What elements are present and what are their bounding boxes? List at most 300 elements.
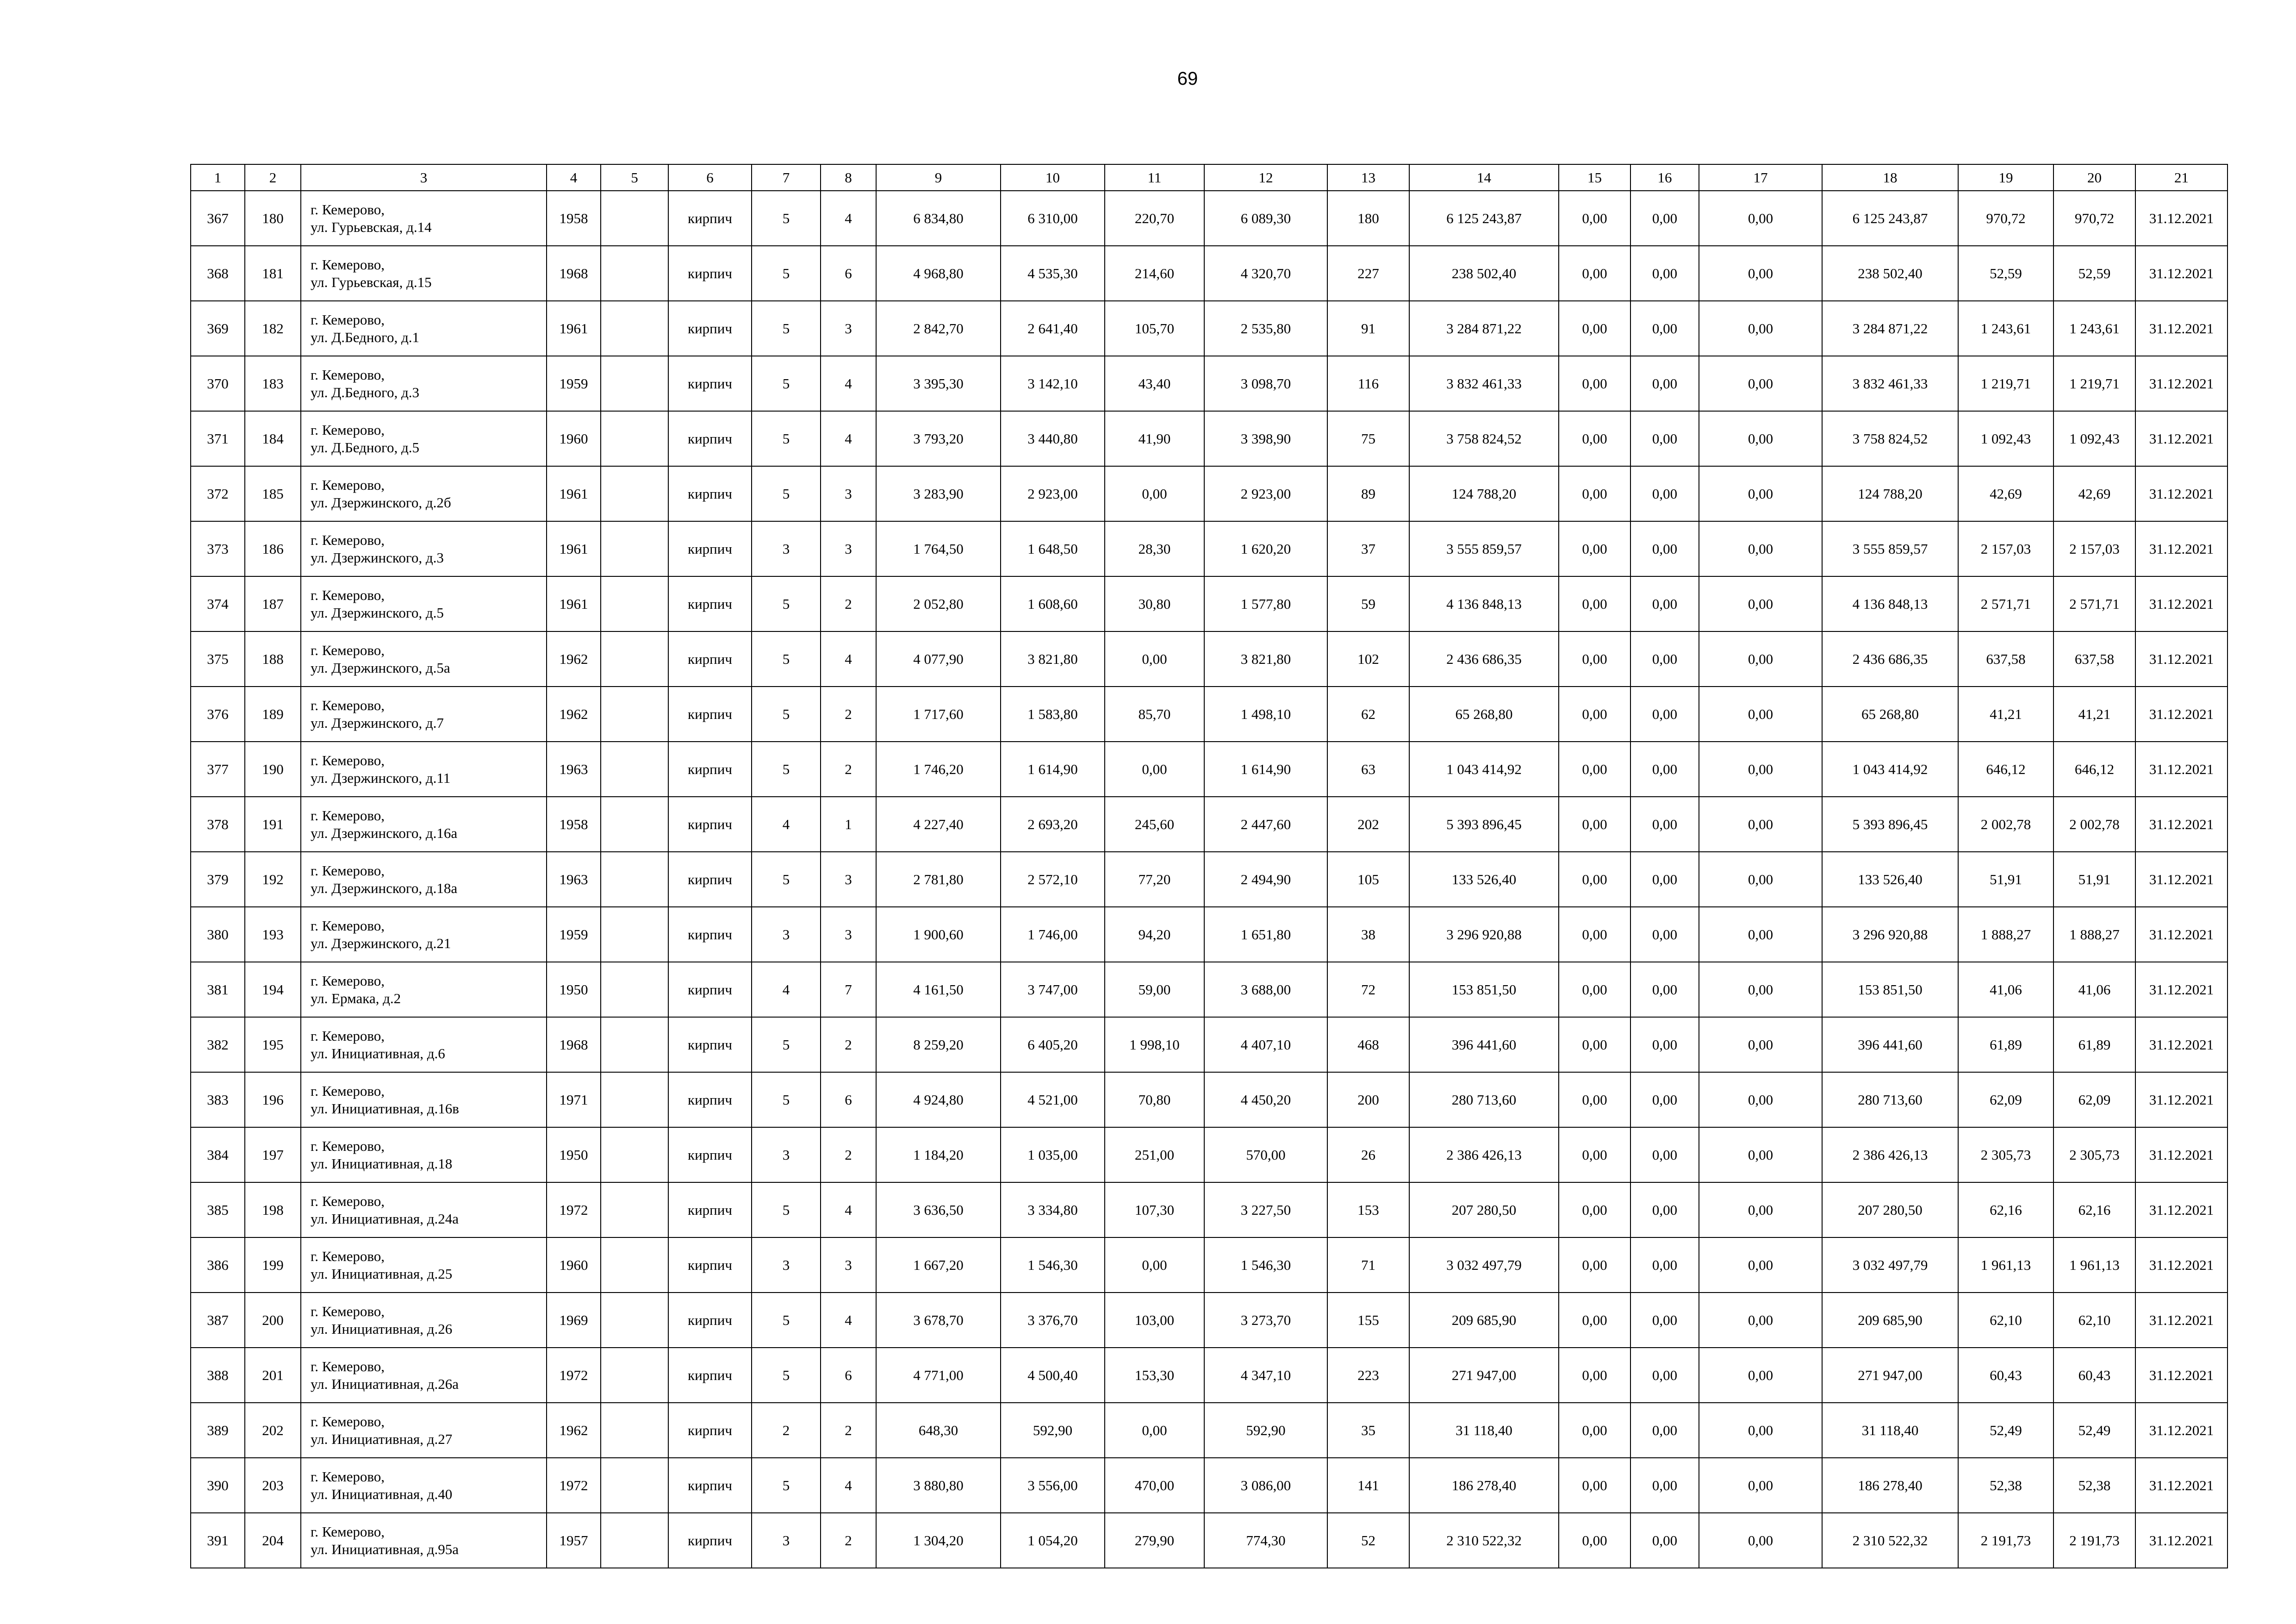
cell-col-19: 2 191,73 [1958,1513,2053,1568]
cell-col-6: кирпич [668,687,752,742]
cell-col-13: 72 [1327,962,1409,1017]
cell-col-19: 52,59 [1958,246,2053,301]
cell-col-18: 4 136 848,13 [1822,576,1958,631]
cell-col-16: 0,00 [1630,1072,1699,1127]
cell-col-11: 0,00 [1105,1237,1204,1293]
cell-col-9: 4 968,80 [876,246,1001,301]
cell-col-15: 0,00 [1559,521,1630,576]
column-header-1: 1 [191,164,245,191]
cell-col-18: 271 947,00 [1822,1348,1958,1403]
cell-col-20: 62,09 [2053,1072,2135,1127]
cell-col-4: 1963 [547,852,601,907]
cell-col-12: 2 535,80 [1204,301,1327,356]
address-street: ул. Д.Бедного, д.5 [311,439,419,456]
cell-col-10: 2 641,40 [1001,301,1105,356]
cell-col-8: 6 [821,1072,876,1127]
column-header-14: 14 [1409,164,1559,191]
cell-col-20: 646,12 [2053,742,2135,797]
cell-col-5 [601,576,668,631]
address-street: ул. Инициативная, д.95а [311,1541,459,1557]
cell-col-18: 31 118,40 [1822,1403,1958,1458]
column-header-8: 8 [821,164,876,191]
cell-col-14: 1 043 414,92 [1409,742,1559,797]
cell-col-15: 0,00 [1559,742,1630,797]
cell-col-16: 0,00 [1630,1348,1699,1403]
cell-col-20: 41,21 [2053,687,2135,742]
column-header-4: 4 [547,164,601,191]
cell-col-10: 4 535,30 [1001,246,1105,301]
cell-col-13: 59 [1327,576,1409,631]
cell-col-21: 31.12.2021 [2135,631,2228,687]
cell-col-1: 377 [191,742,245,797]
cell-col-18: 2 386 426,13 [1822,1127,1958,1182]
address-street: ул. Гурьевская, д.14 [311,219,432,235]
cell-col-6: кирпич [668,1458,752,1513]
address-city: г. Кемерово, [311,1082,385,1099]
cell-col-21: 31.12.2021 [2135,1403,2228,1458]
cell-col-21: 31.12.2021 [2135,687,2228,742]
cell-col-17: 0,00 [1699,631,1822,687]
cell-col-10: 3 142,10 [1001,356,1105,411]
cell-col-8: 2 [821,1017,876,1072]
cell-col-12: 1 620,20 [1204,521,1327,576]
cell-col-21: 31.12.2021 [2135,466,2228,521]
cell-col-7: 3 [752,1237,821,1293]
cell-col-7: 5 [752,576,821,631]
cell-col-7: 4 [752,962,821,1017]
cell-col-15: 0,00 [1559,852,1630,907]
cell-col-12: 2 923,00 [1204,466,1327,521]
cell-col-13: 180 [1327,191,1409,246]
cell-col-18: 3 758 824,52 [1822,411,1958,466]
table-row [191,1237,2228,1293]
cell-col-12: 3 098,70 [1204,356,1327,411]
cell-col-8: 3 [821,301,876,356]
cell-col-8: 3 [821,1237,876,1293]
cell-col-15: 0,00 [1559,246,1630,301]
cell-col-20: 1 888,27 [2053,907,2135,962]
cell-col-11: 85,70 [1105,687,1204,742]
column-header-21: 21 [2135,164,2228,191]
cell-col-6: кирпич [668,742,752,797]
address-city: г. Кемерово, [311,697,385,713]
cell-col-21: 31.12.2021 [2135,301,2228,356]
cell-col-17: 0,00 [1699,1458,1822,1513]
cell-col-13: 52 [1327,1513,1409,1568]
cell-col-16: 0,00 [1630,852,1699,907]
address-street: ул. Инициативная, д.6 [311,1045,445,1062]
cell-col-17: 0,00 [1699,1348,1822,1403]
cell-col-21: 31.12.2021 [2135,852,2228,907]
cell-col-10: 1 614,90 [1001,742,1105,797]
cell-col-7: 5 [752,1017,821,1072]
cell-col-16: 0,00 [1630,1237,1699,1293]
cell-col-9: 4 227,40 [876,797,1001,852]
cell-col-18: 2 436 686,35 [1822,631,1958,687]
cell-col-11: 0,00 [1105,631,1204,687]
cell-col-17: 0,00 [1699,742,1822,797]
cell-col-18: 3 032 497,79 [1822,1237,1958,1293]
cell-col-12: 3 821,80 [1204,631,1327,687]
cell-col-2: 185 [245,466,301,521]
cell-col-7: 4 [752,797,821,852]
cell-col-15: 0,00 [1559,466,1630,521]
cell-col-4: 1962 [547,631,601,687]
cell-col-16: 0,00 [1630,191,1699,246]
cell-col-21: 31.12.2021 [2135,1017,2228,1072]
address-cell [301,1348,547,1403]
cell-col-6: кирпич [668,1017,752,1072]
column-header-18: 18 [1822,164,1958,191]
address-street: ул. Дзержинского, д.3 [311,549,444,566]
address-city: г. Кемерово, [311,256,385,273]
address-street: ул. Инициативная, д.25 [311,1265,453,1282]
cell-col-12: 6 089,30 [1204,191,1327,246]
cell-col-5 [601,1017,668,1072]
cell-col-15: 0,00 [1559,411,1630,466]
cell-col-6: кирпич [668,797,752,852]
cell-col-5 [601,246,668,301]
cell-col-5 [601,631,668,687]
cell-col-10: 1 546,30 [1001,1237,1105,1293]
address-cell [301,1293,547,1348]
cell-col-7: 5 [752,852,821,907]
cell-col-8: 3 [821,466,876,521]
address-city: г. Кемерово, [311,1413,385,1430]
cell-col-11: 94,20 [1105,907,1204,962]
address-cell [301,466,547,521]
cell-col-13: 102 [1327,631,1409,687]
cell-col-10: 6 310,00 [1001,191,1105,246]
cell-col-11: 470,00 [1105,1458,1204,1513]
address-street: ул. Инициативная, д.26 [311,1320,453,1337]
table-row [191,191,2228,246]
address-city: г. Кемерово, [311,862,385,879]
address-cell [301,411,547,466]
cell-col-6: кирпич [668,1513,752,1568]
cell-col-16: 0,00 [1630,1127,1699,1182]
cell-col-8: 6 [821,1348,876,1403]
cell-col-1: 385 [191,1182,245,1237]
cell-col-9: 8 259,20 [876,1017,1001,1072]
cell-col-5 [601,687,668,742]
cell-col-8: 3 [821,852,876,907]
address-cell [301,1513,547,1568]
cell-col-18: 6 125 243,87 [1822,191,1958,246]
cell-col-13: 227 [1327,246,1409,301]
cell-col-9: 3 283,90 [876,466,1001,521]
cell-col-7: 3 [752,521,821,576]
cell-col-11: 41,90 [1105,411,1204,466]
cell-col-5 [601,797,668,852]
cell-col-6: кирпич [668,191,752,246]
cell-col-13: 26 [1327,1127,1409,1182]
cell-col-16: 0,00 [1630,1513,1699,1568]
cell-col-10: 6 405,20 [1001,1017,1105,1072]
address-street: ул. Инициативная, д.26а [311,1375,459,1392]
cell-col-12: 1 651,80 [1204,907,1327,962]
cell-col-16: 0,00 [1630,411,1699,466]
cell-col-6: кирпич [668,1072,752,1127]
cell-col-17: 0,00 [1699,1293,1822,1348]
cell-col-7: 5 [752,466,821,521]
cell-col-20: 1 961,13 [2053,1237,2135,1293]
cell-col-6: кирпич [668,1182,752,1237]
cell-col-11: 251,00 [1105,1127,1204,1182]
cell-col-1: 382 [191,1017,245,1072]
cell-col-12: 1 546,30 [1204,1237,1327,1293]
cell-col-11: 0,00 [1105,466,1204,521]
cell-col-9: 4 077,90 [876,631,1001,687]
address-street: ул. Дзержинского, д.18а [311,880,458,896]
cell-col-1: 371 [191,411,245,466]
cell-col-1: 379 [191,852,245,907]
table-body [191,191,2228,1568]
cell-col-2: 183 [245,356,301,411]
cell-col-14: 5 393 896,45 [1409,797,1559,852]
address-cell [301,356,547,411]
cell-col-9: 1 764,50 [876,521,1001,576]
cell-col-17: 0,00 [1699,1127,1822,1182]
cell-col-16: 0,00 [1630,246,1699,301]
cell-col-16: 0,00 [1630,301,1699,356]
cell-col-17: 0,00 [1699,907,1822,962]
address-city: г. Кемерово, [311,807,385,824]
cell-col-13: 71 [1327,1237,1409,1293]
cell-col-14: 3 284 871,22 [1409,301,1559,356]
address-cell [301,852,547,907]
cell-col-17: 0,00 [1699,1182,1822,1237]
cell-col-15: 0,00 [1559,356,1630,411]
address-city: г. Кемерово, [311,917,385,934]
cell-col-17: 0,00 [1699,852,1822,907]
cell-col-4: 1960 [547,1237,601,1293]
cell-col-10: 4 521,00 [1001,1072,1105,1127]
cell-col-6: кирпич [668,246,752,301]
cell-col-16: 0,00 [1630,962,1699,1017]
address-street: ул. Дзержинского, д.21 [311,935,451,951]
table-row [191,742,2228,797]
cell-col-11: 153,30 [1105,1348,1204,1403]
address-cell [301,576,547,631]
cell-col-13: 37 [1327,521,1409,576]
cell-col-7: 5 [752,687,821,742]
cell-col-5 [601,1127,668,1182]
cell-col-20: 2 002,78 [2053,797,2135,852]
address-street: ул. Дзержинского, д.16а [311,824,458,841]
cell-col-14: 3 032 497,79 [1409,1237,1559,1293]
cell-col-16: 0,00 [1630,466,1699,521]
address-city: г. Кемерово, [311,1358,385,1374]
cell-col-8: 2 [821,1513,876,1568]
cell-col-9: 1 900,60 [876,907,1001,962]
cell-col-1: 387 [191,1293,245,1348]
cell-col-13: 89 [1327,466,1409,521]
cell-col-11: 1 998,10 [1105,1017,1204,1072]
cell-col-12: 3 227,50 [1204,1182,1327,1237]
address-street: ул. Дзержинского, д.2б [311,494,451,511]
table-row [191,907,2228,962]
address-cell [301,631,547,687]
cell-col-1: 370 [191,356,245,411]
cell-col-11: 0,00 [1105,1403,1204,1458]
cell-col-4: 1962 [547,1403,601,1458]
cell-col-17: 0,00 [1699,191,1822,246]
cell-col-8: 3 [821,907,876,962]
address-street: ул. Дзержинского, д.5а [311,659,450,676]
cell-col-14: 209 685,90 [1409,1293,1559,1348]
table-row [191,411,2228,466]
cell-col-19: 2 002,78 [1958,797,2053,852]
cell-col-17: 0,00 [1699,576,1822,631]
cell-col-2: 202 [245,1403,301,1458]
cell-col-5 [601,1182,668,1237]
cell-col-11: 30,80 [1105,576,1204,631]
cell-col-13: 91 [1327,301,1409,356]
cell-col-5 [601,356,668,411]
cell-col-18: 209 685,90 [1822,1293,1958,1348]
cell-col-2: 195 [245,1017,301,1072]
cell-col-11: 70,80 [1105,1072,1204,1127]
address-cell [301,246,547,301]
cell-col-15: 0,00 [1559,1237,1630,1293]
cell-col-10: 1 583,80 [1001,687,1105,742]
cell-col-12: 3 398,90 [1204,411,1327,466]
cell-col-21: 31.12.2021 [2135,191,2228,246]
cell-col-16: 0,00 [1630,1403,1699,1458]
cell-col-4: 1958 [547,191,601,246]
cell-col-12: 3 086,00 [1204,1458,1327,1513]
housing-registry-table [190,164,2228,1568]
table-row [191,852,2228,907]
cell-col-21: 31.12.2021 [2135,411,2228,466]
column-header-11: 11 [1105,164,1204,191]
cell-col-11: 279,90 [1105,1513,1204,1568]
cell-col-12: 2 494,90 [1204,852,1327,907]
cell-col-12: 570,00 [1204,1127,1327,1182]
cell-col-19: 2 157,03 [1958,521,2053,576]
cell-col-13: 116 [1327,356,1409,411]
cell-col-1: 376 [191,687,245,742]
cell-col-15: 0,00 [1559,1017,1630,1072]
cell-col-19: 1 888,27 [1958,907,2053,962]
cell-col-14: 153 851,50 [1409,962,1559,1017]
cell-col-16: 0,00 [1630,907,1699,962]
address-cell [301,962,547,1017]
cell-col-1: 375 [191,631,245,687]
address-street: ул. Инициативная, д.24а [311,1210,459,1227]
cell-col-17: 0,00 [1699,687,1822,742]
cell-col-6: кирпич [668,907,752,962]
cell-col-19: 62,16 [1958,1182,2053,1237]
cell-col-16: 0,00 [1630,742,1699,797]
cell-col-9: 3 678,70 [876,1293,1001,1348]
cell-col-4: 1969 [547,1293,601,1348]
column-header-3: 3 [301,164,547,191]
address-cell [301,742,547,797]
cell-col-10: 1 054,20 [1001,1513,1105,1568]
cell-col-15: 0,00 [1559,1293,1630,1348]
cell-col-20: 1 243,61 [2053,301,2135,356]
cell-col-15: 0,00 [1559,1072,1630,1127]
cell-col-11: 43,40 [1105,356,1204,411]
table-row [191,1072,2228,1127]
cell-col-6: кирпич [668,1348,752,1403]
cell-col-17: 0,00 [1699,356,1822,411]
cell-col-11: 0,00 [1105,742,1204,797]
cell-col-12: 1 614,90 [1204,742,1327,797]
column-header-10: 10 [1001,164,1105,191]
address-cell [301,797,547,852]
cell-col-18: 3 284 871,22 [1822,301,1958,356]
column-header-6: 6 [668,164,752,191]
address-street: ул. Ермака, д.2 [311,990,401,1006]
cell-col-7: 5 [752,301,821,356]
cell-col-6: кирпич [668,631,752,687]
cell-col-6: кирпич [668,1127,752,1182]
cell-col-5 [601,191,668,246]
cell-col-4: 1962 [547,687,601,742]
cell-col-2: 199 [245,1237,301,1293]
cell-col-14: 3 832 461,33 [1409,356,1559,411]
cell-col-6: кирпич [668,466,752,521]
cell-col-18: 2 310 522,32 [1822,1513,1958,1568]
cell-col-16: 0,00 [1630,521,1699,576]
cell-col-12: 774,30 [1204,1513,1327,1568]
cell-col-7: 5 [752,1182,821,1237]
cell-col-21: 31.12.2021 [2135,907,2228,962]
cell-col-19: 2 305,73 [1958,1127,2053,1182]
cell-col-14: 31 118,40 [1409,1403,1559,1458]
table-row [191,1403,2228,1458]
cell-col-5 [601,521,668,576]
cell-col-1: 374 [191,576,245,631]
address-cell [301,1182,547,1237]
cell-col-12: 4 407,10 [1204,1017,1327,1072]
cell-col-18: 238 502,40 [1822,246,1958,301]
cell-col-16: 0,00 [1630,1458,1699,1513]
cell-col-20: 62,16 [2053,1182,2135,1237]
cell-col-21: 31.12.2021 [2135,742,2228,797]
cell-col-15: 0,00 [1559,1127,1630,1182]
cell-col-19: 41,06 [1958,962,2053,1017]
column-header-16: 16 [1630,164,1699,191]
cell-col-19: 61,89 [1958,1017,2053,1072]
cell-col-10: 3 747,00 [1001,962,1105,1017]
cell-col-4: 1958 [547,797,601,852]
cell-col-19: 646,12 [1958,742,2053,797]
column-header-13: 13 [1327,164,1409,191]
table-row [191,521,2228,576]
cell-col-8: 2 [821,742,876,797]
cell-col-13: 155 [1327,1293,1409,1348]
cell-col-14: 2 436 686,35 [1409,631,1559,687]
cell-col-12: 3 273,70 [1204,1293,1327,1348]
cell-col-20: 1 092,43 [2053,411,2135,466]
cell-col-6: кирпич [668,411,752,466]
cell-col-18: 3 832 461,33 [1822,356,1958,411]
cell-col-13: 153 [1327,1182,1409,1237]
address-city: г. Кемерово, [311,972,385,989]
cell-col-12: 3 688,00 [1204,962,1327,1017]
cell-col-9: 3 880,80 [876,1458,1001,1513]
cell-col-16: 0,00 [1630,1017,1699,1072]
column-number-header-row [191,164,2228,191]
cell-col-7: 5 [752,411,821,466]
cell-col-16: 0,00 [1630,797,1699,852]
cell-col-7: 5 [752,1072,821,1127]
cell-col-12: 4 320,70 [1204,246,1327,301]
